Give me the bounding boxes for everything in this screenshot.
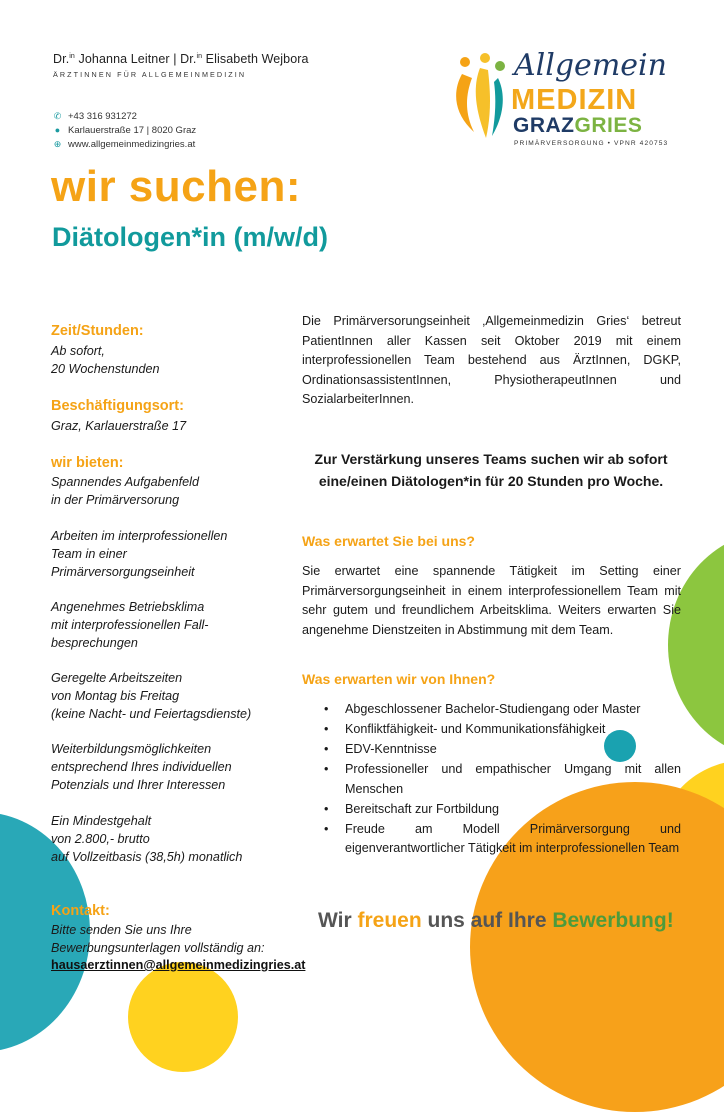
zeit-text: Ab sofort, 20 Wochenstunden: [51, 344, 160, 377]
list-item: • Professioneller und empathischer Umgang mit allen Menschen: [302, 760, 681, 799]
offer-item: Spannendes Aufgabenfeld in der Primärversorung: [51, 475, 199, 508]
expect-heading: Was erwartet Sie bei uns?: [302, 533, 475, 549]
ort-text: Graz, Karlauerstraße 17: [51, 419, 187, 433]
contact-email-link[interactable]: hausaerztinnen@allgemeinmedizingries.at: [51, 958, 306, 972]
requirements-heading: Was erwarten wir von Ihnen?: [302, 671, 496, 687]
offer-item: Weiterbildungsmöglichkeiten entsprechend Ihres individuellen Potenzials und Ihrer Interessen: [51, 742, 232, 793]
globe-icon: ⊕: [53, 139, 62, 149]
phone-contact: [53, 111, 137, 122]
kontakt-heading: Kontakt:: [51, 903, 110, 919]
list-item: • EDV-Kenntnisse: [302, 740, 681, 760]
list-item: • Konfliktfähigkeit- und Kommunikationsfähigkeit: [302, 720, 681, 740]
list-item: • Bereitschaft zur Fortbildung: [302, 800, 681, 820]
website-contact: [53, 139, 195, 150]
bieten-heading: wir bieten:: [51, 455, 124, 471]
decorative-yellow-circle-bottom: [128, 962, 238, 1072]
logo-grazgries: GRAZGRIES: [513, 114, 643, 137]
logo-figures-icon: [452, 52, 512, 144]
intro-paragraph: Die Primärversorungseinheit ‚Allgemeinmedizin Gries‘ betreut PatientInnen aller Kassen seit Oktober 2019 mit einem interprofessionellen Team bestehend aus ÄrztInnen, DGKP, OrdinationsassistentInnen, PhysiotherapeutInnen und SozialarbeiterInnen.: [302, 314, 681, 406]
logo-subtitle: PRIMÄRVERSORGUNG • VPNR 420753: [514, 140, 669, 147]
address-text: Karlauerstraße 17 | 8020 Graz: [68, 125, 197, 136]
closing-line: Wir freuen uns auf Ihre Bewerbung!: [318, 909, 674, 932]
phone-number: +43 316 931272: [68, 111, 137, 122]
team-announcement: Zur Verstärkung unseres Teams suchen wir ab sofort eine/einen Diätologen*in für 20 Stunden pro Woche.: [314, 451, 668, 489]
phone-icon: ✆: [53, 111, 62, 121]
offer-item: Arbeiten im interprofessionellen Team in einer Primärversorgungseinheit: [51, 529, 228, 580]
doctor-subtitle: ÄRZTINNEN FÜR ALLGEMEINMEDIZIN: [53, 70, 247, 79]
zeit-heading: Zeit/Stunden:: [51, 323, 144, 339]
list-item: • Abgeschlossener Bachelor-Studiengang oder Master: [302, 700, 681, 720]
offer-item: Ein Mindestgehalt von 2.800,- brutto auf Vollzeitbasis (38,5h) monatlich: [51, 814, 243, 865]
logo-medizin: MEDIZIN: [511, 84, 638, 116]
location-pin-icon: ●: [54, 125, 61, 135]
logo-allgemein: Allgemein: [514, 48, 667, 83]
list-item: • Freude am Modell Primärversorgung und eigenverantwortlicher Tätigkeit im interprofessionellen Team: [302, 820, 681, 859]
ort-heading: Beschäftigungsort:: [51, 398, 184, 414]
requirements-list: [302, 700, 681, 859]
website-link[interactable]: www.allgemeinmedizingries.at: [68, 139, 196, 150]
expect-paragraph: Sie erwartet eine spannende Tätigkeit im Setting einer Primärversorgungseinheit in einem interprofessionellem Team mit sehr gutem und freundlichem Arbeitsklima. Weiters erwarten Sie angenehme Dienstzeiten in Abstimmung mit dem Team.: [302, 564, 681, 637]
job-title: Diätologen*in (m/w/d): [52, 222, 328, 252]
offer-item: Angenehmes Betriebsklima mit interprofessionellen Fall- besprechungen: [51, 600, 209, 651]
headline: wir suchen:: [51, 162, 301, 211]
doctor-names: Dr.$^{in}$ Johanna Leitner | Dr.$^{in}$ Elisabeth Wejbora: [53, 52, 309, 66]
offer-item: Geregelte Arbeitszeiten von Montag bis Freitag (keine Nacht- und Feiertagsdienste): [51, 671, 252, 722]
kontakt-text: Bitte senden Sie uns Ihre Bewerbungsunterlagen vollständig an:: [51, 923, 265, 956]
address-contact: [53, 125, 196, 136]
